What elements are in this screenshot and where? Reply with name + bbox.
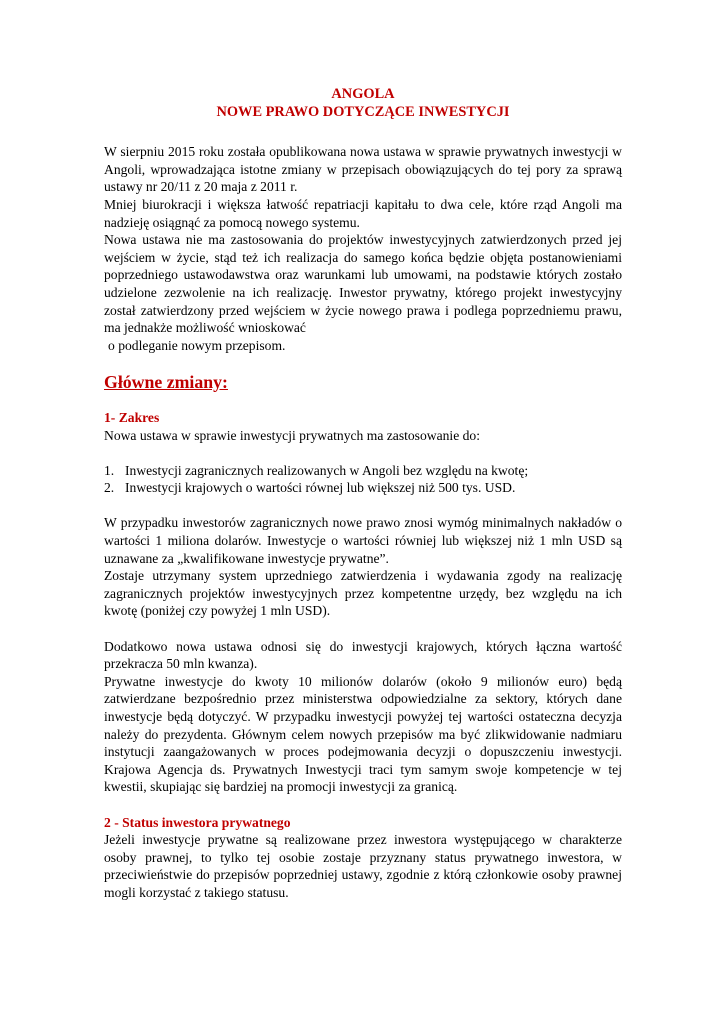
intro-paragraph-1: W sierpniu 2015 roku została opublikowana nowa ustawa w sprawie prywatnych inwestycji w Angoli, wprowadzająca istotne zmiany w przepisach obowiązujących do tej pory za sprawą ustawy nr 20/11 z 20 maja z 2011 r. — [104, 144, 622, 195]
document-title — [104, 86, 622, 121]
document-body — [104, 86, 622, 902]
intro-paragraph-2: Mniej biurokracji i większa łatwość repatriacji kapitału to dwa cele, które rząd Angoli ma nadzieję osiągnąć za pomocą nowego systemu. — [104, 196, 622, 230]
section-1-paragraph-2: Zostaje utrzymany system uprzedniego zatwierdzenia i wydawania zgody na realizację zagranicznych projektów inwestycyjnych przez kompetentne urzędy, bez względu na ich kwotę (poniżej czy powyżej 1 mln USD). — [104, 568, 622, 619]
title-country: ANGOLA — [331, 86, 395, 102]
main-changes-heading: Główne zmiany: — [104, 372, 228, 393]
title-subject: NOWE PRAWO DOTYCZĄCE INWESTYCJI — [216, 103, 510, 120]
intro-paragraph-3: Nowa ustawa nie ma zastosowania do projektów inwestycyjnych zatwierdzonych przed jej wejściem w życie, stąd też ich realizacja do samego końca będzie objęta postanowieniami poprzedniego ustawodawstwa oraz warunkami lub umowami, na podstawie których zostało udzielone zezwolenie na ich realizację. Inwestor prywatny, którego projekt inwestycyjny został zatwierdzony przed wejściem w życie nowego prawa i podlega poprzedniemu prawu, ma jednakże możliwość wnioskować — [104, 232, 622, 336]
section-1-paragraph-4: Prywatne inwestycje do kwoty 10 milionów dolarów (około 9 milionów euro) będą zatwierdzane bezpośrednio przez ministerstwa odpowiedzialne za sektory, których dane inwestycje będą dotyczyć. W przypadku inwestycji powyżej tej wartości ostateczna decyzja należy do prezydenta. Głównym celem nowych przepisów ma być zlikwidowanie nadmiaru instytucji zaangażowanych w proces podejmowania decyzji o dopuszczeniu inwestycji. Krajowa Agencja ds. Prywatnych Inwestycji traci tym samym swoje kompetencje w tej kwestii, skupiając się bardziej na promocji inwestycji za granicą. — [104, 673, 622, 795]
section-1-heading: 1- Zakres — [104, 409, 160, 425]
scope-list — [104, 462, 622, 497]
section-1-paragraph-3: Dodatkowo nowa ustawa odnosi się do inwestycji krajowych, których łączna wartość przekracza 50 mln kwanza). — [104, 638, 622, 672]
list-item-number: 1. — [104, 462, 115, 478]
section-2-paragraph-1: Jeżeli inwestycje prywatne są realizowane przez inwestora występującego w charakterze osoby prawnej, to tylko tej osobie zostaje przyznany status prywatnego inwestora, w przeciwieństwie do przepisów poprzedniej ustawy, zgodnie z którą członkowie osoby prawnej mogli korzystać z takiego statusu. — [104, 832, 622, 900]
section-2-heading: 2 - Status inwestora prywatnego — [104, 814, 291, 830]
list-item-text: Inwestycji krajowych o wartości równej lub większej niż 500 tys. USD. — [125, 480, 516, 496]
section-1-lead: Nowa ustawa w sprawie inwestycji prywatnych ma zastosowanie do: — [104, 427, 480, 443]
list-item — [104, 462, 622, 480]
list-item-number: 2. — [104, 480, 115, 496]
list-item — [104, 479, 622, 497]
list-item-text: Inwestycji zagranicznych realizowanych w Angoli bez względu na kwotę; — [125, 462, 529, 478]
intro-paragraph-3-tail: o podleganie nowym przepisom. — [108, 337, 286, 353]
section-1-paragraph-1: W przypadku inwestorów zagranicznych nowe prawo znosi wymóg minimalnych nakładów o wartości 1 miliona dolarów. Inwestycje o wartości równiej lub większej niż 1 mln USD są uznawane za „kwalifikowane inwestycje prywatne”. — [104, 515, 622, 566]
